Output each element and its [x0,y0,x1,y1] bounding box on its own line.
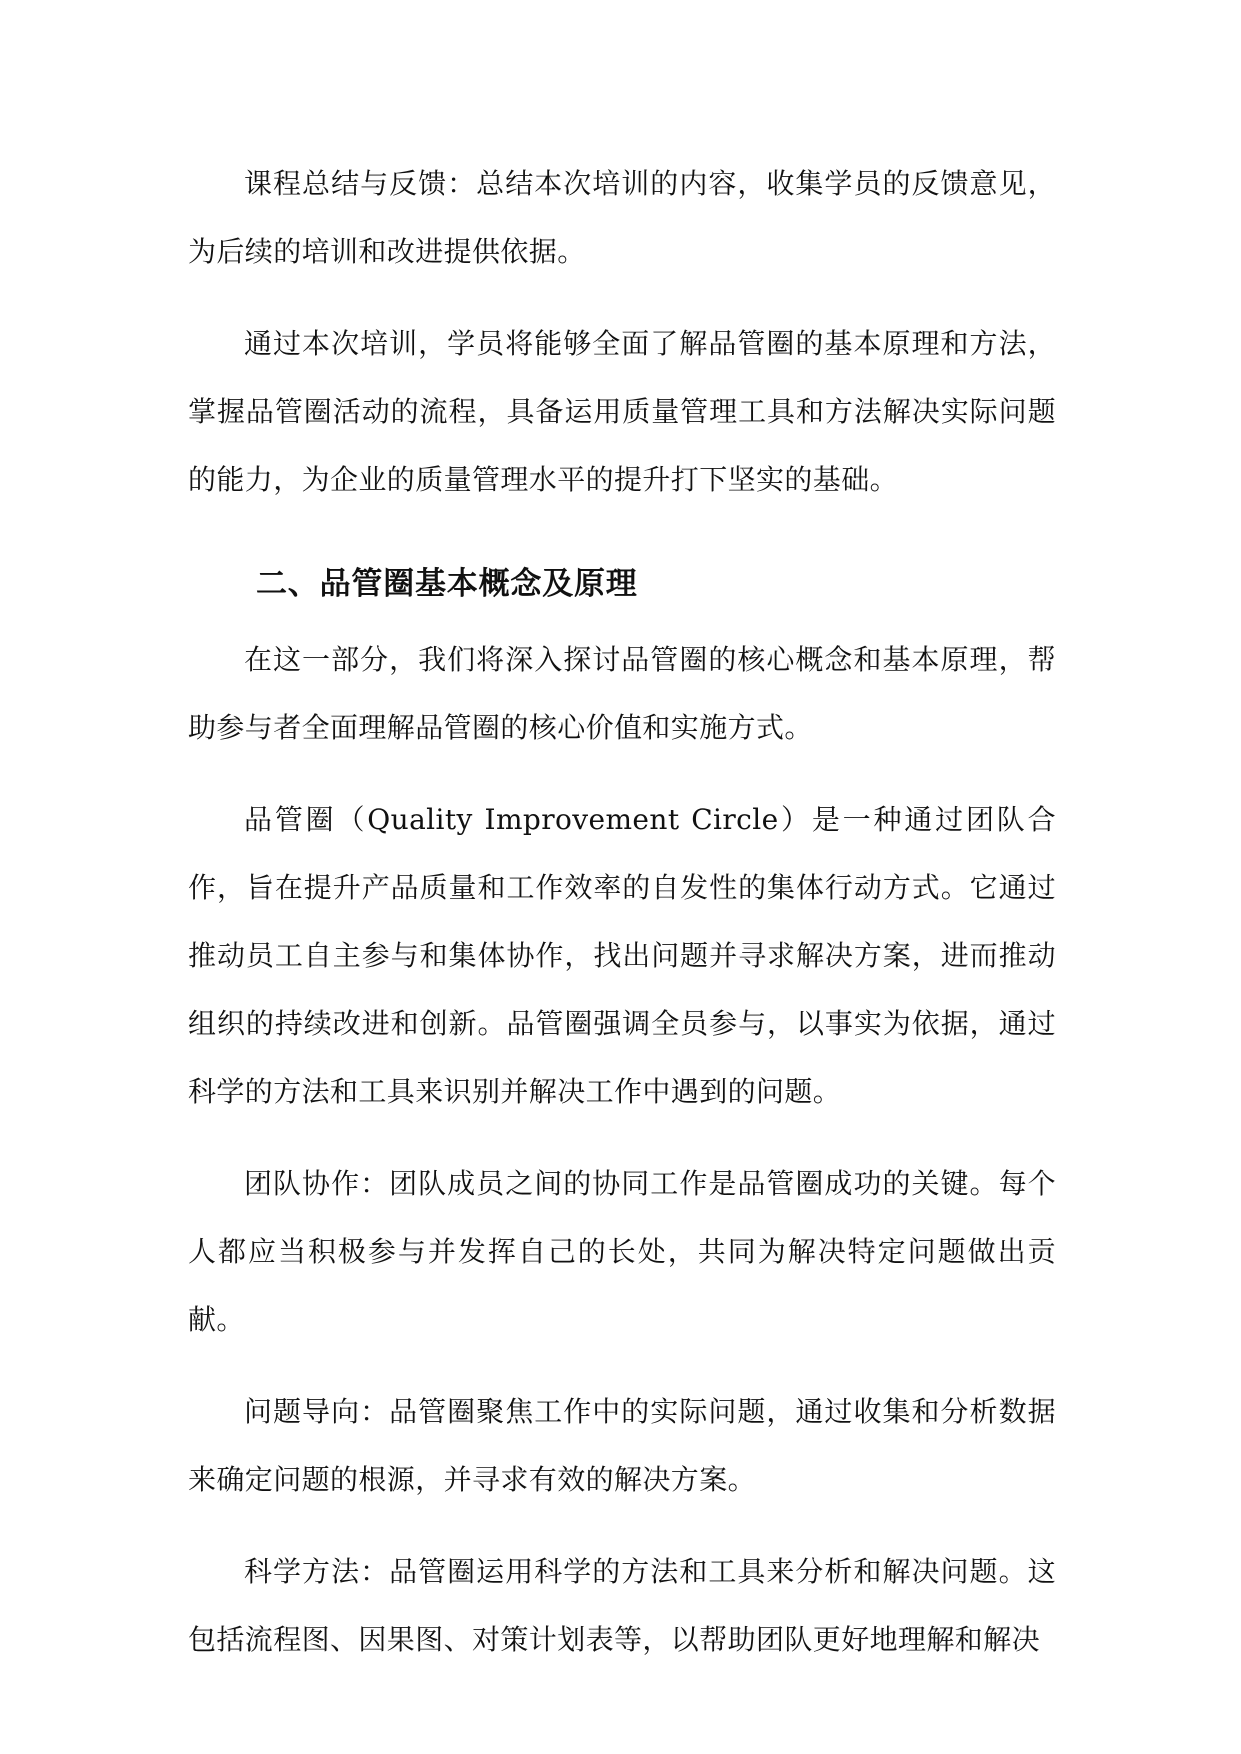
paragraph-qic-definition: 品管圈（Quality Improvement Circle）是一种通过团队合作，旨在提升产品质量和工作效率的自发性的集体行动方式。它通过推动员工自主参与和集体协作，找出问题并寻求解决方案，进而推动组织的持续改进和创新。品管圈强调全员参与，以事实为依据，通过科学的方法和工具来识别并解决工作中遇到的问题。 [188,803,1056,1108]
paragraph-teamwork: 团队协作：团队成员之间的协同工作是品管圈成功的关键。每个人都应当积极参与并发挥自己的长处，共同为解决特定问题做出贡献。 [188,1167,1056,1336]
document-body [188,150,1056,1698]
paragraph-section-intro: 在这一部分，我们将深入探讨品管圈的核心概念和基本原理，帮助参与者全面理解品管圈的核心价值和实施方式。 [188,643,1056,744]
section-heading: 二、品管圈基本概念及原理 [256,566,638,602]
paragraph-scientific-method: 科学方法：品管圈运用科学的方法和工具来分析和解决问题。这包括流程图、因果图、对策计划表等，以帮助团队更好地理解和解决 [188,1555,1056,1656]
paragraph-course-summary: 课程总结与反馈：总结本次培训的内容，收集学员的反馈意见，为后续的培训和改进提供依据。 [188,167,1056,268]
paragraph-problem-oriented: 问题导向：品管圈聚焦工作中的实际问题，通过收集和分析数据来确定问题的根源，并寻求有效的解决方案。 [188,1395,1056,1496]
paragraph-training-outcome: 通过本次培训，学员将能够全面了解品管圈的基本原理和方法，掌握品管圈活动的流程，具备运用质量管理工具和方法解决实际问题的能力，为企业的质量管理水平的提升打下坚实的基础。 [188,327,1056,496]
